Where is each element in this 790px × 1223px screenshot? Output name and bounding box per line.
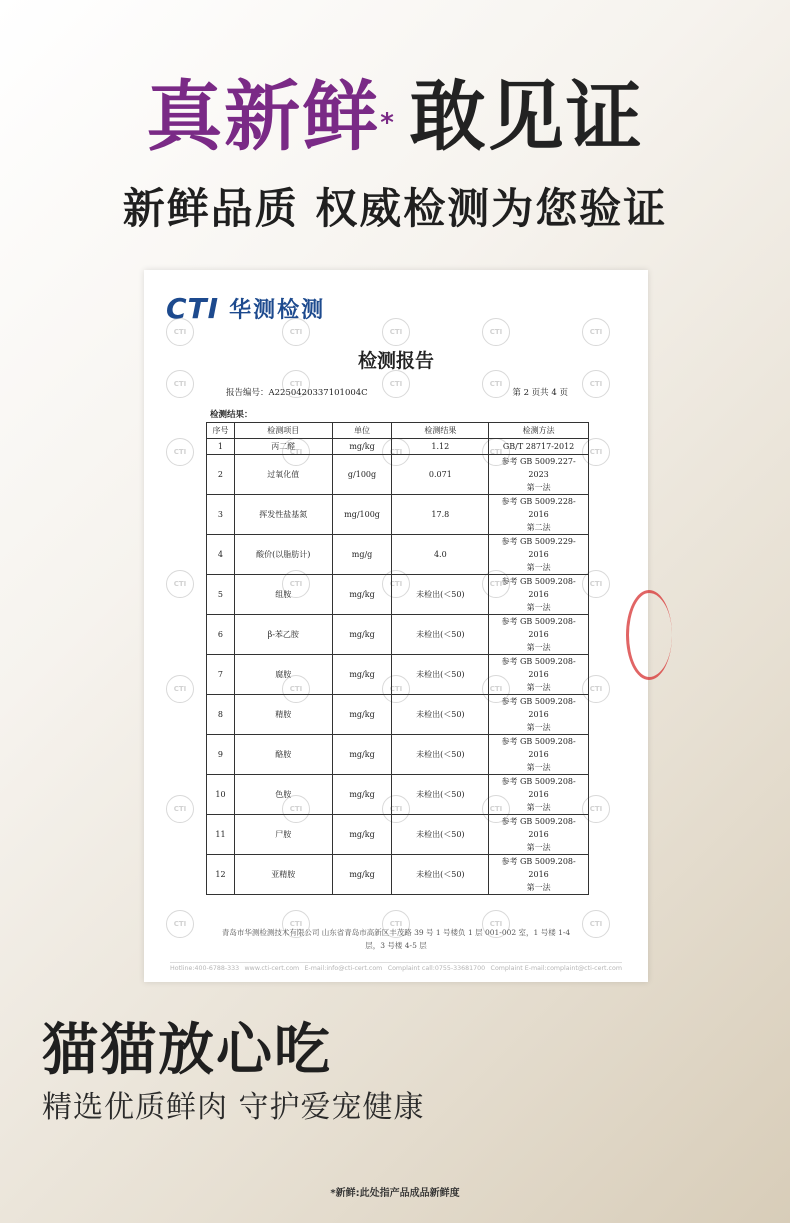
table-row	[207, 535, 589, 575]
cti-watermark-icon: CTI	[582, 438, 610, 466]
cti-watermark-icon: CTI	[382, 675, 410, 703]
table-row	[207, 855, 589, 895]
row-result: 1.12	[392, 439, 489, 455]
row-item: 亚精胺	[234, 855, 332, 895]
row-index: 10	[207, 775, 235, 815]
contact-hotline: Hotline:400-6788-333	[170, 965, 240, 972]
header-method: 检测方法	[489, 423, 589, 439]
header-unit: 单位	[332, 423, 392, 439]
cti-watermark-icon: CTI	[582, 675, 610, 703]
cat-title: 猫猫放心吃	[42, 1018, 332, 1083]
row-result: 未检出(＜50)	[392, 815, 489, 855]
cti-watermark-icon: CTI	[582, 795, 610, 823]
results-label: 检测结果：	[210, 410, 253, 420]
contact-email: E-mail:info@cti-cert.com	[304, 965, 383, 972]
cti-watermark-icon: CTI	[166, 570, 194, 598]
lab-address: 青岛市华测检测技术有限公司 山东省青岛市高新区丰茂路 39 号 1 号楼负 1 层 001-002 室，1 号楼 1-4 层，3 号楼 4-5 层	[221, 928, 571, 950]
cti-watermark-icon: CTI	[166, 910, 194, 938]
contact-complaint-call: Complaint call:0755-33681700	[387, 965, 486, 972]
row-index: 2	[207, 455, 235, 495]
cti-watermark-icon: CTI	[282, 370, 310, 398]
hero-subtitle: 新鲜品质 权威检测为您验证	[122, 184, 668, 233]
row-method: 参考 GB 5009.208- 2016 第一法	[489, 615, 589, 655]
table-row	[207, 495, 589, 535]
red-seal-stamp	[626, 590, 672, 680]
hero-title-asterisk: *	[380, 108, 396, 138]
row-method: 参考 GB 5009.208- 2016 第一法	[489, 655, 589, 695]
row-index: 11	[207, 815, 235, 855]
cat-subtitle: 精选优质鲜肉 守护爱宠健康	[42, 1090, 425, 1125]
row-unit: mg/kg	[332, 655, 392, 695]
table-header-row	[207, 423, 589, 439]
table-row	[207, 615, 589, 655]
row-unit: mg/kg	[332, 439, 392, 455]
row-result: 未检出(＜50)	[392, 735, 489, 775]
row-unit: mg/kg	[332, 615, 392, 655]
cti-logo	[166, 292, 325, 325]
table-row	[207, 695, 589, 735]
row-index: 4	[207, 535, 235, 575]
row-item: 丙二醛	[234, 439, 332, 455]
cti-watermark-icon: CTI	[582, 910, 610, 938]
cti-watermark-icon: CTI	[482, 570, 510, 598]
cti-watermark-icon: CTI	[282, 438, 310, 466]
report-title: 检测报告	[357, 350, 434, 372]
freshness-note: *新鲜:此处指产品成品新鲜度	[330, 1188, 460, 1199]
hero-title-accent: 真新鲜	[146, 72, 381, 161]
cti-watermark-icon: CTI	[282, 795, 310, 823]
hero-title	[0, 72, 790, 162]
row-index: 9	[207, 735, 235, 775]
row-unit: mg/kg	[332, 575, 392, 615]
header-item: 检测项目	[234, 423, 332, 439]
cti-watermark-icon: CTI	[382, 318, 410, 346]
row-index: 6	[207, 615, 235, 655]
row-method: 参考 GB 5009.208- 2016 第一法	[489, 575, 589, 615]
contact-website: www.cti-cert.com	[244, 965, 300, 972]
cti-logo-mark: CTI	[166, 292, 220, 325]
cti-watermark-icon: CTI	[382, 795, 410, 823]
row-unit: mg/kg	[332, 815, 392, 855]
row-item: 精胺	[234, 695, 332, 735]
row-item: 组胺	[234, 575, 332, 615]
row-item: 腐胺	[234, 655, 332, 695]
results-table	[206, 422, 589, 895]
cti-watermark-icon: CTI	[482, 318, 510, 346]
row-method: 参考 GB 5009.208- 2016 第一法	[489, 775, 589, 815]
row-unit: mg/kg	[332, 775, 392, 815]
cti-watermark-icon: CTI	[166, 370, 194, 398]
row-method: 参考 GB 5009.208- 2016 第一法	[489, 735, 589, 775]
row-unit: mg/kg	[332, 855, 392, 895]
row-index: 1	[207, 439, 235, 455]
hero-title-rest: 敢见证	[409, 72, 644, 161]
cti-watermark-icon: CTI	[282, 910, 310, 938]
row-result: 未检出(＜50)	[392, 695, 489, 735]
cti-watermark-icon: CTI	[166, 438, 194, 466]
row-result: 未检出(＜50)	[392, 855, 489, 895]
page-info: 第 2 页共 4 页	[512, 388, 568, 398]
row-result: 未检出(＜50)	[392, 575, 489, 615]
row-item: β-苯乙胺	[234, 615, 332, 655]
row-result: 4.0	[392, 535, 489, 575]
cti-watermark-icon: CTI	[382, 370, 410, 398]
cti-watermark-icon: CTI	[382, 910, 410, 938]
cti-watermark-icon: CTI	[482, 910, 510, 938]
row-item: 过氧化值	[234, 455, 332, 495]
row-result: 未检出(＜50)	[392, 655, 489, 695]
row-unit: g/100g	[332, 455, 392, 495]
table-row	[207, 455, 589, 495]
cti-watermark-icon: CTI	[582, 370, 610, 398]
cti-watermark-icon: CTI	[582, 570, 610, 598]
cti-logo-name: 华测检测	[229, 298, 326, 323]
row-unit: mg/kg	[332, 695, 392, 735]
table-body	[207, 439, 589, 895]
test-report-document	[144, 270, 648, 982]
row-item: 酸价(以脂肪计)	[234, 535, 332, 575]
cti-watermark-icon: CTI	[482, 675, 510, 703]
cti-watermark-icon: CTI	[382, 438, 410, 466]
cti-watermark-icon: CTI	[282, 318, 310, 346]
row-method: 参考 GB 5009.208- 2016 第一法	[489, 855, 589, 895]
row-index: 8	[207, 695, 235, 735]
table-row	[207, 439, 589, 455]
row-item: 挥发性盐基氮	[234, 495, 332, 535]
row-method: 参考 GB 5009.228- 2016 第二法	[489, 495, 589, 535]
cti-watermark-icon: CTI	[482, 438, 510, 466]
row-method: 参考 GB 5009.208- 2016 第一法	[489, 695, 589, 735]
row-method: 参考 GB 5009.227- 2023 第一法	[489, 455, 589, 495]
row-result: 17.8	[392, 495, 489, 535]
row-method: 参考 GB 5009.208- 2016 第一法	[489, 815, 589, 855]
row-method: 参考 GB 5009.229- 2016 第一法	[489, 535, 589, 575]
table-row	[207, 735, 589, 775]
contact-bar	[170, 962, 622, 972]
table-row	[207, 815, 589, 855]
row-index: 3	[207, 495, 235, 535]
cti-watermark-icon: CTI	[166, 318, 194, 346]
header-index: 序号	[207, 423, 235, 439]
table-row	[207, 575, 589, 615]
cti-watermark-icon: CTI	[282, 570, 310, 598]
row-index: 7	[207, 655, 235, 695]
table-row	[207, 775, 589, 815]
row-result: 未检出(＜50)	[392, 615, 489, 655]
row-item: 酪胺	[234, 735, 332, 775]
report-meta	[226, 386, 568, 398]
row-result: 未检出(＜50)	[392, 775, 489, 815]
row-index: 12	[207, 855, 235, 895]
row-unit: mg/kg	[332, 735, 392, 775]
row-unit: mg/g	[332, 535, 392, 575]
row-item: 色胺	[234, 775, 332, 815]
row-unit: mg/100g	[332, 495, 392, 535]
row-method: GB/T 28717-2012	[489, 439, 589, 455]
header-result: 检测结果	[392, 423, 489, 439]
row-item: 尸胺	[234, 815, 332, 855]
row-index: 5	[207, 575, 235, 615]
cti-watermark-icon: CTI	[166, 795, 194, 823]
cti-watermark-icon: CTI	[166, 675, 194, 703]
cti-watermark-icon: CTI	[482, 370, 510, 398]
cti-watermark-icon: CTI	[582, 318, 610, 346]
contact-complaint-email: Complaint E-mail:complaint@cti-cert.com	[490, 965, 622, 972]
cti-watermark-icon: CTI	[282, 675, 310, 703]
report-number: 报告编号：A2250420337101004C	[226, 388, 368, 398]
table-row	[207, 655, 589, 695]
row-result: 0.071	[392, 455, 489, 495]
cti-watermark-icon: CTI	[482, 795, 510, 823]
cti-watermark-icon: CTI	[382, 570, 410, 598]
